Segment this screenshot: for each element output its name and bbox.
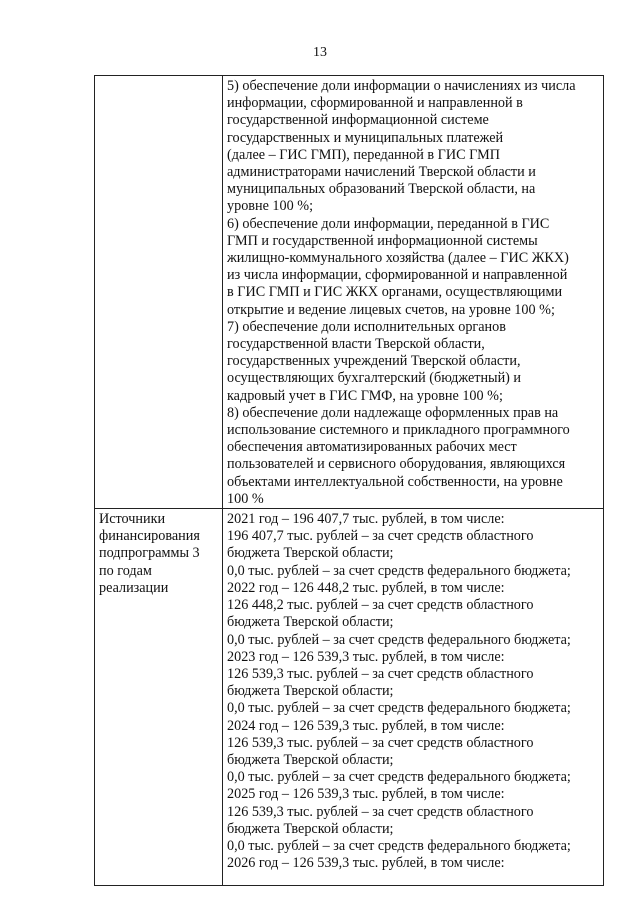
text-line: 126 539,3 тыс. рублей – за счет средств областного bbox=[227, 665, 534, 682]
text-line: государственной власти Тверской области, bbox=[227, 336, 485, 353]
text-line: 0,0 тыс. рублей – за счет средств федерального бюджета; bbox=[227, 769, 571, 786]
text-line: обеспечения автоматизированных рабочих мест bbox=[227, 439, 517, 456]
text-line: бюджета Тверской области; bbox=[227, 545, 394, 562]
text-line: реализации bbox=[99, 579, 169, 596]
text-line: 0,0 тыс. рублей – за счет средств федерального бюджета; bbox=[227, 700, 571, 717]
text-line: осуществляющих бухгалтерский (бюджетный) и bbox=[227, 370, 522, 387]
text-line: ГМП и государственной информационной системы bbox=[227, 232, 538, 249]
text-line: 2021 год – 196 407,7 тыс. рублей, в том числе: bbox=[227, 511, 505, 528]
text-line: Источники bbox=[99, 511, 166, 528]
funding-sources-label-cell bbox=[95, 509, 223, 886]
text-line: 2023 год – 126 539,3 тыс. рублей, в том числе: bbox=[227, 648, 505, 665]
text-line: финансирования bbox=[99, 528, 200, 545]
text-line: бюджета Тверской области; bbox=[227, 614, 394, 631]
text-line: государственных учреждений Тверской области, bbox=[227, 353, 521, 370]
text-line: объектами интеллектуальной собственности, на уровне bbox=[227, 473, 563, 490]
text-line: 7) обеспечение доли исполнительных органов bbox=[227, 318, 506, 335]
text-line: 2026 год – 126 539,3 тыс. рублей, в том числе: bbox=[227, 855, 505, 872]
page-number: 13 bbox=[313, 45, 327, 60]
text-line: 196 407,7 тыс. рублей – за счет средств областного bbox=[227, 528, 534, 545]
table-row bbox=[95, 76, 604, 509]
text-line: бюджета Тверской области; bbox=[227, 820, 394, 837]
table-row bbox=[95, 509, 604, 886]
text-line: жилищно-коммунального хозяйства (далее – ГИС ЖКХ) bbox=[227, 250, 569, 267]
text-line: пользователей и сервисного оборудования, являющихся bbox=[227, 456, 566, 473]
text-line: администраторами начислений Тверской области и bbox=[227, 164, 536, 181]
row-label-cell bbox=[95, 76, 223, 509]
text-line: кадровый учет в ГИС ГМФ, на уровне 100 %; bbox=[227, 387, 503, 404]
text-line: государственной информационной системе bbox=[227, 112, 489, 129]
text-line: государственных и муниципальных платежей bbox=[227, 129, 504, 146]
text-line: 126 539,3 тыс. рублей – за счет средств областного bbox=[227, 803, 534, 820]
text-line: в ГИС ГМП и ГИС ЖКХ органами, осуществляющими bbox=[227, 284, 563, 301]
text-line: (далее – ГИС ГМП), переданной в ГИС ГМП bbox=[227, 146, 500, 163]
text-line: использование системного и прикладного программного bbox=[227, 422, 570, 439]
text-line: муниципальных образований Тверской области, на bbox=[227, 181, 536, 198]
text-line: 8) обеспечение доли надлежаще оформленных прав на bbox=[227, 404, 559, 421]
text-line: 126 539,3 тыс. рублей – за счет средств областного bbox=[227, 734, 534, 751]
text-line: 0,0 тыс. рублей – за счет средств федерального бюджета; bbox=[227, 562, 571, 579]
text-line: подпрограммы 3 bbox=[99, 545, 200, 562]
text-line: из числа информации, сформированной и направленной bbox=[227, 267, 568, 284]
text-line: 2022 год – 126 448,2 тыс. рублей, в том числе: bbox=[227, 579, 505, 596]
text-line: уровне 100 %; bbox=[227, 198, 314, 215]
text-line: 0,0 тыс. рублей – за счет средств федерального бюджета; bbox=[227, 631, 571, 648]
text-line: бюджета Тверской области; bbox=[227, 751, 394, 768]
funding-by-year-cell bbox=[223, 509, 604, 886]
text-line: 2024 год – 126 539,3 тыс. рублей, в том числе: bbox=[227, 717, 505, 734]
text-line: бюджета Тверской области; bbox=[227, 683, 394, 700]
text-line: 0,0 тыс. рублей – за счет средств федерального бюджета; bbox=[227, 837, 571, 854]
text-line: 126 448,2 тыс. рублей – за счет средств областного bbox=[227, 597, 534, 614]
text-line: информации, сформированной и направленной в bbox=[227, 95, 523, 112]
text-line: 2025 год – 126 539,3 тыс. рублей, в том числе: bbox=[227, 786, 505, 803]
text-line: по годам bbox=[99, 562, 152, 579]
text-line: 6) обеспечение доли информации, переданной в ГИС bbox=[227, 215, 550, 232]
subprogram-passport-table bbox=[94, 75, 604, 886]
expected-results-cell bbox=[223, 76, 604, 509]
text-line: открытие и ведение лицевых счетов, на уровне 100 %; bbox=[227, 301, 555, 318]
text-line: 5) обеспечение доли информации о начислениях из числа bbox=[227, 78, 576, 94]
text-line: 100 % bbox=[227, 490, 264, 507]
